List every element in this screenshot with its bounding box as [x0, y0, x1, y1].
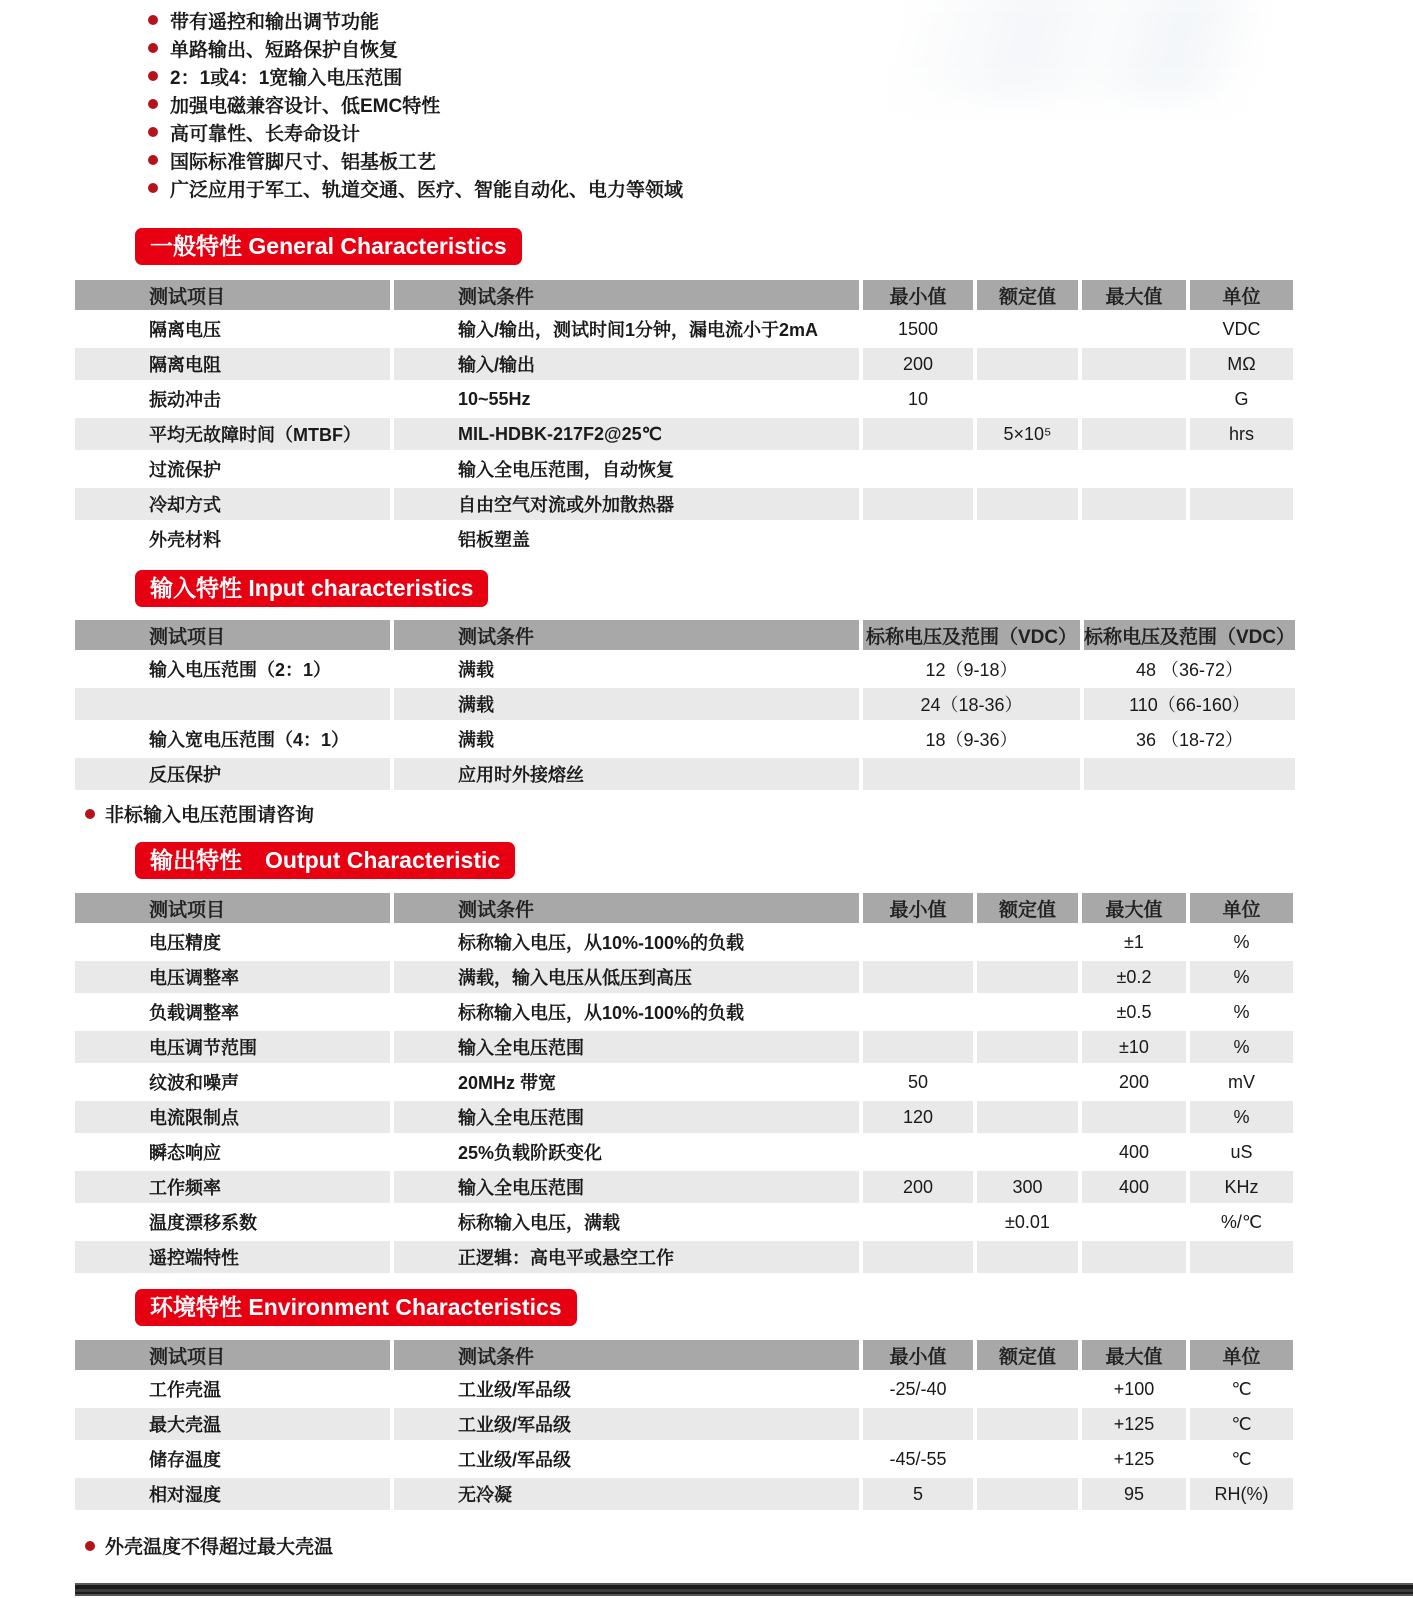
- table-cell: [1082, 418, 1186, 450]
- table-cell: 电流限制点: [75, 1101, 390, 1133]
- column-header: 单位: [1190, 1340, 1293, 1370]
- table-cell: [977, 1241, 1078, 1273]
- table-cell: 过流保护: [75, 453, 390, 485]
- table-cell: [977, 313, 1078, 345]
- table-cell: [863, 488, 973, 520]
- table-cell: [863, 418, 973, 450]
- table-cell: [977, 1031, 1078, 1063]
- feature-text: 单路输出、短路保护自恢复: [170, 39, 399, 61]
- column-header: 单位: [1190, 893, 1293, 923]
- table-cell: 25%负载阶跃变化: [394, 1136, 859, 1168]
- table-cell: [977, 453, 1078, 485]
- table-cell: 120: [863, 1101, 973, 1133]
- table-cell: 24（18-36）: [863, 688, 1080, 720]
- bullet-icon: [148, 99, 158, 109]
- table-cell: 无冷凝: [394, 1478, 859, 1510]
- table-cell: 400: [1082, 1136, 1186, 1168]
- table-cell: 12（9-18）: [863, 653, 1080, 685]
- feature-item: [148, 6, 683, 34]
- table-cell: %/℃: [1190, 1206, 1293, 1238]
- table-cell: [1082, 1241, 1186, 1273]
- table-cell: VDC: [1190, 313, 1293, 345]
- table-cell: [75, 688, 390, 720]
- feature-item: [148, 62, 683, 90]
- table-cell: 50: [863, 1066, 973, 1098]
- column-header: 最大值: [1082, 280, 1186, 310]
- feature-item: [148, 90, 683, 118]
- table-cell: 平均无故障时间（MTBF）: [75, 418, 390, 450]
- table-cell: ℃: [1190, 1443, 1293, 1475]
- table-cell: 400: [1082, 1171, 1186, 1203]
- column-header: 测试项目: [75, 1340, 390, 1370]
- table-cell: 110（66-160）: [1084, 688, 1295, 720]
- column-header: 测试条件: [394, 280, 859, 310]
- table-cell: [863, 961, 973, 993]
- feature-item: [148, 118, 683, 146]
- table-cell: RH(%): [1190, 1478, 1293, 1510]
- table-cell: 正逻辑：高电平或悬空工作: [394, 1241, 859, 1273]
- table-cell: 输入/输出，测试时间1分钟，漏电流小于2mA: [394, 313, 859, 345]
- environment-note: [85, 1532, 333, 1559]
- table-cell: MΩ: [1190, 348, 1293, 380]
- table-cell: %: [1190, 996, 1293, 1028]
- table-cell: 工作壳温: [75, 1373, 390, 1405]
- table-cell: +125: [1082, 1408, 1186, 1440]
- table-cell: 满载: [394, 723, 859, 755]
- table-cell: +100: [1082, 1373, 1186, 1405]
- table-cell: 工业级/军品级: [394, 1373, 859, 1405]
- table-cell: MIL-HDBK-217F2@25℃: [394, 418, 859, 450]
- column-header: 测试条件: [394, 1340, 859, 1370]
- table-cell: [1082, 488, 1186, 520]
- column-header: 单位: [1190, 280, 1293, 310]
- table-cell: -25/-40: [863, 1373, 973, 1405]
- table-cell: 5: [863, 1478, 973, 1510]
- general-characteristics-table: [75, 280, 1295, 555]
- table-cell: 200: [863, 1171, 973, 1203]
- table-cell: [1190, 453, 1293, 485]
- table-cell: 工业级/军品级: [394, 1443, 859, 1475]
- table-cell: 隔离电压: [75, 313, 390, 345]
- table-cell: hrs: [1190, 418, 1293, 450]
- output-characteristics-table: [75, 893, 1295, 1273]
- table-cell: 电压调整率: [75, 961, 390, 993]
- bullet-icon: [148, 155, 158, 165]
- table-cell: 自由空气对流或外加散热器: [394, 488, 859, 520]
- table-cell: [1082, 523, 1186, 555]
- table-cell: ℃: [1190, 1408, 1293, 1440]
- table-cell: [977, 523, 1078, 555]
- column-header: 额定值: [977, 1340, 1078, 1370]
- table-cell: [863, 1408, 973, 1440]
- section-title-input: 输入特性 Input characteristics: [135, 570, 488, 607]
- table-cell: %: [1190, 1031, 1293, 1063]
- table-cell: ±1: [1082, 926, 1186, 958]
- table-cell: 18（9-36）: [863, 723, 1080, 755]
- table-cell: [863, 926, 973, 958]
- bullet-icon: [85, 809, 95, 819]
- table-cell: 满载: [394, 653, 859, 685]
- table-cell: 振动冲击: [75, 383, 390, 415]
- table-cell: 48 （36-72）: [1084, 653, 1295, 685]
- table-cell: 满载，输入电压从低压到高压: [394, 961, 859, 993]
- table-cell: [977, 1443, 1078, 1475]
- section-title-general: 一般特性 General Characteristics: [135, 228, 522, 265]
- environment-characteristics-table: [75, 1340, 1295, 1510]
- table-cell: 标称输入电压，满载: [394, 1206, 859, 1238]
- column-header: 标称电压及范围（VDC）: [1084, 620, 1295, 650]
- table-cell: [977, 926, 1078, 958]
- table-cell: ±0.5: [1082, 996, 1186, 1028]
- table-cell: [977, 348, 1078, 380]
- table-cell: [1082, 1206, 1186, 1238]
- bullet-icon: [148, 43, 158, 53]
- table-cell: ±10: [1082, 1031, 1186, 1063]
- table-cell: 10: [863, 383, 973, 415]
- column-header: 测试项目: [75, 620, 390, 650]
- section-title-output: 输出特性 Output Characteristic: [135, 842, 515, 879]
- table-cell: [977, 1478, 1078, 1510]
- table-cell: %: [1190, 961, 1293, 993]
- feature-text: 带有遥控和输出调节功能: [170, 11, 380, 33]
- feature-text: 广泛应用于军工、轨道交通、医疗、智能自动化、电力等领域: [170, 179, 684, 201]
- table-cell: 冷却方式: [75, 488, 390, 520]
- column-header: 最大值: [1082, 1340, 1186, 1370]
- table-cell: 反压保护: [75, 758, 390, 790]
- environment-note-text: 外壳温度不得超过最大壳温: [105, 1537, 334, 1558]
- feature-item: [148, 146, 683, 174]
- section-title-environment: 环境特性 Environment Characteristics: [135, 1289, 577, 1326]
- table-cell: 满载: [394, 688, 859, 720]
- feature-item: [148, 174, 683, 202]
- table-cell: 标称输入电压，从10%-100%的负载: [394, 926, 859, 958]
- table-cell: -45/-55: [863, 1443, 973, 1475]
- bullet-icon: [148, 15, 158, 25]
- column-header: 额定值: [977, 280, 1078, 310]
- table-cell: [863, 523, 973, 555]
- table-cell: [863, 1136, 973, 1168]
- column-header: 最小值: [863, 893, 973, 923]
- table-cell: 相对湿度: [75, 1478, 390, 1510]
- table-cell: 10~55Hz: [394, 383, 859, 415]
- table-cell: ±0.2: [1082, 961, 1186, 993]
- table-cell: +125: [1082, 1443, 1186, 1475]
- table-cell: %: [1190, 1101, 1293, 1133]
- table-cell: [1082, 383, 1186, 415]
- bullet-icon: [148, 183, 158, 193]
- column-header: 测试条件: [394, 620, 859, 650]
- table-cell: 遥控端特性: [75, 1241, 390, 1273]
- table-cell: 输入全电压范围: [394, 1101, 859, 1133]
- table-cell: 应用时外接熔丝: [394, 758, 859, 790]
- table-cell: 瞬态响应: [75, 1136, 390, 1168]
- table-cell: [1082, 453, 1186, 485]
- feature-text: 加强电磁兼容设计、低EMC特性: [170, 95, 441, 117]
- table-cell: [977, 1066, 1078, 1098]
- column-header: 测试项目: [75, 280, 390, 310]
- table-cell: [1190, 1241, 1293, 1273]
- bullet-icon: [148, 127, 158, 137]
- feature-item: [148, 34, 683, 62]
- table-cell: 输入电压范围（2：1）: [75, 653, 390, 685]
- table-cell: %: [1190, 926, 1293, 958]
- table-cell: 纹波和噪声: [75, 1066, 390, 1098]
- table-cell: [977, 961, 1078, 993]
- table-cell: 最大壳温: [75, 1408, 390, 1440]
- table-cell: 隔离电阻: [75, 348, 390, 380]
- table-cell: 1500: [863, 313, 973, 345]
- table-cell: 负载调整率: [75, 996, 390, 1028]
- table-cell: [863, 1031, 973, 1063]
- input-characteristics-table: [75, 620, 1295, 790]
- table-cell: [977, 383, 1078, 415]
- table-cell: 5×10⁵: [977, 418, 1078, 450]
- table-cell: 36 （18-72）: [1084, 723, 1295, 755]
- table-cell: 输入/输出: [394, 348, 859, 380]
- table-cell: [1084, 758, 1295, 790]
- column-header: 最小值: [863, 280, 973, 310]
- feature-text: 2：1或4：1宽输入电压范围: [170, 67, 403, 89]
- column-header: 最小值: [863, 1340, 973, 1370]
- table-cell: ±0.01: [977, 1206, 1078, 1238]
- column-header: 测试条件: [394, 893, 859, 923]
- table-cell: [1082, 348, 1186, 380]
- table-cell: G: [1190, 383, 1293, 415]
- table-cell: mV: [1190, 1066, 1293, 1098]
- table-cell: [863, 996, 973, 1028]
- table-cell: 电压调节范围: [75, 1031, 390, 1063]
- feature-text: 国际标准管脚尺寸、铝基板工艺: [170, 151, 437, 173]
- table-cell: 工作频率: [75, 1171, 390, 1203]
- table-cell: [977, 488, 1078, 520]
- table-cell: 工业级/军品级: [394, 1408, 859, 1440]
- table-cell: [977, 1373, 1078, 1405]
- table-cell: 输入全电压范围: [394, 1031, 859, 1063]
- table-cell: [863, 1206, 973, 1238]
- input-note: [85, 800, 314, 827]
- table-cell: 95: [1082, 1478, 1186, 1510]
- table-cell: [1190, 488, 1293, 520]
- table-cell: ℃: [1190, 1373, 1293, 1405]
- table-cell: 储存温度: [75, 1443, 390, 1475]
- table-cell: [1082, 313, 1186, 345]
- table-cell: 输入全电压范围，自动恢复: [394, 453, 859, 485]
- table-cell: 输入宽电压范围（4：1）: [75, 723, 390, 755]
- table-cell: [1082, 1101, 1186, 1133]
- table-cell: 外壳材料: [75, 523, 390, 555]
- table-cell: [977, 1408, 1078, 1440]
- table-cell: uS: [1190, 1136, 1293, 1168]
- bottom-divider-rule: [75, 1583, 1413, 1596]
- table-cell: [1190, 523, 1293, 555]
- table-cell: [977, 1101, 1078, 1133]
- background-watermark: [813, 0, 1293, 100]
- table-cell: 电压精度: [75, 926, 390, 958]
- column-header: 最大值: [1082, 893, 1186, 923]
- table-cell: KHz: [1190, 1171, 1293, 1203]
- table-cell: 200: [1082, 1066, 1186, 1098]
- table-cell: 温度漂移系数: [75, 1206, 390, 1238]
- feature-list: [148, 6, 683, 202]
- column-header: 测试项目: [75, 893, 390, 923]
- table-cell: 300: [977, 1171, 1078, 1203]
- bullet-icon: [85, 1541, 95, 1551]
- column-header: 额定值: [977, 893, 1078, 923]
- table-cell: [863, 758, 1080, 790]
- table-cell: [977, 996, 1078, 1028]
- table-cell: 标称输入电压，从10%-100%的负载: [394, 996, 859, 1028]
- bullet-icon: [148, 71, 158, 81]
- column-header: 标称电压及范围（VDC）: [863, 620, 1080, 650]
- input-note-text: 非标输入电压范围请咨询: [105, 805, 315, 826]
- table-cell: [863, 453, 973, 485]
- table-cell: 20MHz 带宽: [394, 1066, 859, 1098]
- table-cell: [863, 1241, 973, 1273]
- table-cell: 200: [863, 348, 973, 380]
- table-cell: 输入全电压范围: [394, 1171, 859, 1203]
- table-cell: 铝板塑盖: [394, 523, 859, 555]
- table-cell: [977, 1136, 1078, 1168]
- feature-text: 高可靠性、长寿命设计: [170, 123, 361, 145]
